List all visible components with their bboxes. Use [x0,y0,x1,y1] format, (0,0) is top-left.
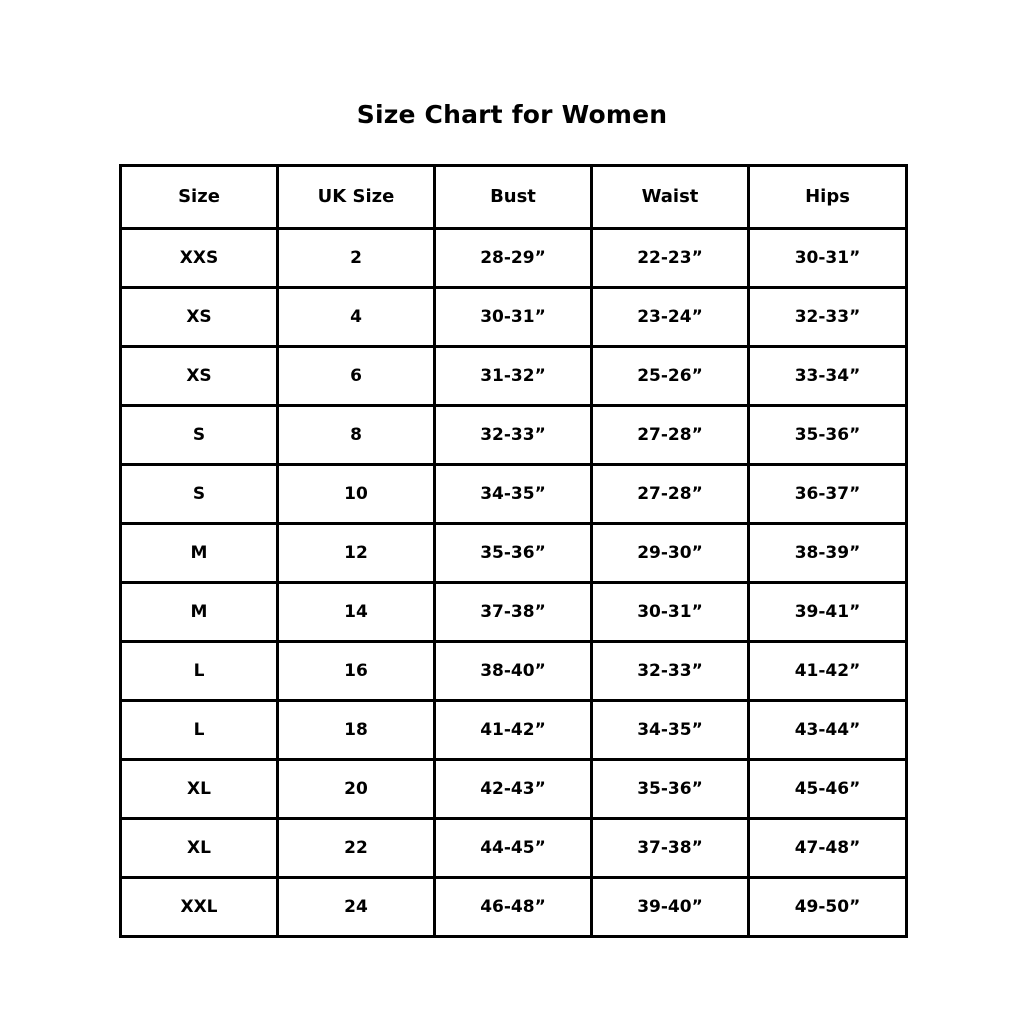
cell-hips: 32-33” [749,288,907,347]
table-header-row [121,166,907,229]
cell-uk-size: 14 [278,583,435,642]
cell-waist: 32-33” [592,642,749,701]
table-row [121,642,907,701]
cell-size: XXL [121,878,278,937]
cell-hips: 43-44” [749,701,907,760]
cell-uk-size: 18 [278,701,435,760]
cell-size: M [121,583,278,642]
cell-size: XL [121,819,278,878]
table-row [121,229,907,288]
cell-size: XXS [121,229,278,288]
cell-bust: 35-36” [435,524,592,583]
cell-waist: 23-24” [592,288,749,347]
cell-hips: 35-36” [749,406,907,465]
cell-hips: 36-37” [749,465,907,524]
cell-bust: 32-33” [435,406,592,465]
cell-hips: 38-39” [749,524,907,583]
cell-waist: 37-38” [592,819,749,878]
cell-waist: 34-35” [592,701,749,760]
cell-waist: 35-36” [592,760,749,819]
cell-bust: 44-45” [435,819,592,878]
table-row [121,465,907,524]
table-row [121,760,907,819]
column-header-waist: Waist [592,166,749,229]
cell-bust: 37-38” [435,583,592,642]
cell-uk-size: 2 [278,229,435,288]
cell-size: S [121,406,278,465]
cell-size: XS [121,347,278,406]
cell-bust: 42-43” [435,760,592,819]
cell-size: L [121,642,278,701]
column-header-uk-size: UK Size [278,166,435,229]
cell-hips: 30-31” [749,229,907,288]
cell-size: L [121,701,278,760]
table-row [121,524,907,583]
page-title: Size Chart for Women [356,100,668,129]
size-chart-table-container [119,164,905,938]
cell-uk-size: 12 [278,524,435,583]
table-row [121,583,907,642]
table-row [121,288,907,347]
cell-bust: 30-31” [435,288,592,347]
cell-waist: 29-30” [592,524,749,583]
cell-bust: 31-32” [435,347,592,406]
cell-waist: 30-31” [592,583,749,642]
cell-uk-size: 8 [278,406,435,465]
cell-hips: 47-48” [749,819,907,878]
cell-waist: 27-28” [592,406,749,465]
cell-bust: 38-40” [435,642,592,701]
cell-uk-size: 16 [278,642,435,701]
cell-waist: 39-40” [592,878,749,937]
cell-size: XS [121,288,278,347]
table-row [121,406,907,465]
cell-size: S [121,465,278,524]
cell-hips: 49-50” [749,878,907,937]
table-row [121,878,907,937]
size-chart-table [119,164,908,938]
cell-hips: 45-46” [749,760,907,819]
table-row [121,347,907,406]
table-row [121,701,907,760]
table-header [121,166,907,229]
cell-uk-size: 22 [278,819,435,878]
table-row [121,819,907,878]
cell-uk-size: 4 [278,288,435,347]
cell-waist: 25-26” [592,347,749,406]
column-header-hips: Hips [749,166,907,229]
table-body [121,229,907,937]
cell-waist: 27-28” [592,465,749,524]
column-header-bust: Bust [435,166,592,229]
cell-bust: 34-35” [435,465,592,524]
cell-hips: 41-42” [749,642,907,701]
cell-uk-size: 24 [278,878,435,937]
cell-hips: 39-41” [749,583,907,642]
cell-hips: 33-34” [749,347,907,406]
cell-size: M [121,524,278,583]
cell-size: XL [121,760,278,819]
cell-waist: 22-23” [592,229,749,288]
column-header-size: Size [121,166,278,229]
cell-uk-size: 10 [278,465,435,524]
cell-bust: 28-29” [435,229,592,288]
cell-uk-size: 20 [278,760,435,819]
cell-bust: 46-48” [435,878,592,937]
cell-bust: 41-42” [435,701,592,760]
cell-uk-size: 6 [278,347,435,406]
